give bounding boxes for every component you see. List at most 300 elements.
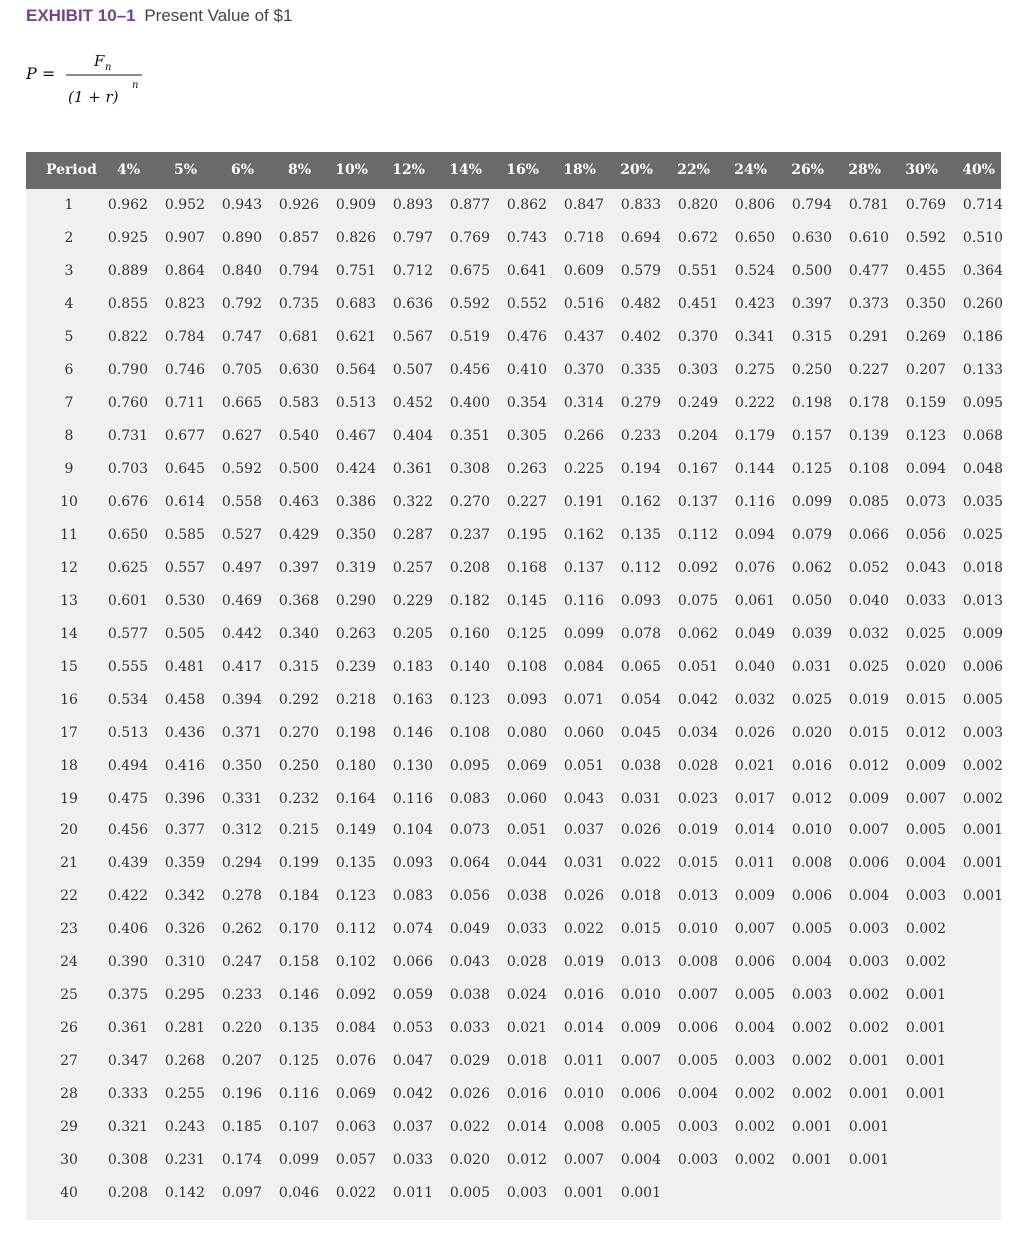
- header-rate: 16%: [506, 162, 539, 178]
- value-cell: 0.010: [677, 921, 718, 937]
- value-cell: 0.006: [677, 1020, 718, 1036]
- value-cell: 0.011: [392, 1185, 433, 1201]
- header-rate: 4%: [116, 162, 140, 178]
- value-cell: 0.059: [392, 987, 433, 1003]
- value-cell: 0.417: [221, 659, 262, 675]
- value-cell: 0.028: [506, 954, 547, 970]
- value-cell: 0.004: [848, 888, 889, 904]
- value-cell: 0.140: [449, 659, 490, 675]
- value-cell: 0.001: [905, 987, 946, 1003]
- value-cell: 0.004: [791, 954, 832, 970]
- value-cell: 0.321: [107, 1119, 148, 1135]
- value-cell: 0.534: [107, 692, 148, 708]
- period-cell: 7: [64, 395, 74, 411]
- value-cell: 0.847: [563, 197, 604, 213]
- value-cell: 0.003: [848, 954, 889, 970]
- period-cell: 18: [60, 758, 78, 774]
- value-cell: 0.291: [848, 329, 889, 345]
- value-cell: 0.751: [335, 263, 376, 279]
- value-cell: 0.505: [164, 626, 205, 642]
- value-cell: 0.137: [563, 560, 604, 576]
- value-cell: 0.406: [107, 921, 148, 937]
- value-cell: 0.361: [392, 461, 433, 477]
- value-cell: 0.074: [392, 921, 433, 937]
- value-cell: 0.001: [848, 1086, 889, 1102]
- value-cell: 0.540: [278, 428, 319, 444]
- value-cell: 0.308: [449, 461, 490, 477]
- value-cell: 0.237: [449, 527, 490, 543]
- value-cell: 0.146: [392, 725, 433, 741]
- formula-denominator: (1 + r): [68, 88, 119, 106]
- value-cell: 0.179: [734, 428, 775, 444]
- value-cell: 0.207: [221, 1053, 262, 1069]
- value-cell: 0.080: [506, 725, 547, 741]
- value-cell: 0.116: [734, 494, 775, 510]
- value-cell: 0.108: [506, 659, 547, 675]
- value-cell: 0.157: [791, 428, 832, 444]
- value-cell: 0.178: [848, 395, 889, 411]
- value-cell: 0.005: [962, 692, 1003, 708]
- value-cell: 0.002: [962, 758, 1003, 774]
- value-cell: 0.552: [506, 296, 547, 312]
- value-cell: 0.010: [620, 987, 661, 1003]
- value-cell: 0.142: [164, 1185, 205, 1201]
- value-cell: 0.144: [734, 461, 775, 477]
- value-cell: 0.139: [848, 428, 889, 444]
- value-cell: 0.083: [392, 888, 433, 904]
- value-cell: 0.149: [335, 822, 376, 838]
- value-cell: 0.002: [791, 1053, 832, 1069]
- value-cell: 0.820: [677, 197, 718, 213]
- value-cell: 0.012: [848, 758, 889, 774]
- value-cell: 0.025: [791, 692, 832, 708]
- value-cell: 0.456: [449, 362, 490, 378]
- value-cell: 0.005: [620, 1119, 661, 1135]
- value-cell: 0.043: [905, 560, 946, 576]
- value-cell: 0.003: [905, 888, 946, 904]
- value-cell: 0.397: [278, 560, 319, 576]
- value-cell: 0.281: [164, 1020, 205, 1036]
- value-cell: 0.158: [278, 954, 319, 970]
- value-cell: 0.049: [734, 626, 775, 642]
- value-cell: 0.781: [848, 197, 889, 213]
- value-cell: 0.060: [506, 791, 547, 807]
- value-cell: 0.394: [221, 692, 262, 708]
- value-cell: 0.163: [392, 692, 433, 708]
- value-cell: 0.577: [107, 626, 148, 642]
- value-cell: 0.650: [734, 230, 775, 246]
- value-cell: 0.907: [164, 230, 205, 246]
- header-rate: 12%: [392, 162, 425, 178]
- value-cell: 0.063: [335, 1119, 376, 1135]
- value-cell: 0.452: [392, 395, 433, 411]
- value-cell: 0.017: [734, 791, 775, 807]
- value-cell: 0.270: [449, 494, 490, 510]
- value-cell: 0.022: [335, 1185, 376, 1201]
- value-cell: 0.583: [278, 395, 319, 411]
- value-cell: 0.263: [506, 461, 547, 477]
- value-cell: 0.681: [278, 329, 319, 345]
- value-cell: 0.262: [221, 921, 262, 937]
- value-cell: 0.006: [791, 888, 832, 904]
- value-cell: 0.481: [164, 659, 205, 675]
- header-rate: 8%: [287, 162, 311, 178]
- value-cell: 0.712: [392, 263, 433, 279]
- period-cell: 28: [60, 1086, 78, 1102]
- value-cell: 0.084: [335, 1020, 376, 1036]
- value-cell: 0.018: [620, 888, 661, 904]
- value-cell: 0.476: [506, 329, 547, 345]
- value-cell: 0.243: [164, 1119, 205, 1135]
- value-cell: 0.001: [905, 1053, 946, 1069]
- value-cell: 0.516: [563, 296, 604, 312]
- value-cell: 0.003: [677, 1152, 718, 1168]
- value-cell: 0.001: [905, 1020, 946, 1036]
- present-value-formula: [26, 52, 166, 122]
- period-cell: 29: [60, 1119, 78, 1135]
- value-cell: 0.198: [791, 395, 832, 411]
- value-cell: 0.609: [563, 263, 604, 279]
- header-rate: 5%: [173, 162, 197, 178]
- value-cell: 0.043: [563, 791, 604, 807]
- value-cell: 0.198: [335, 725, 376, 741]
- value-cell: 0.422: [107, 888, 148, 904]
- value-cell: 0.013: [677, 888, 718, 904]
- value-cell: 0.429: [278, 527, 319, 543]
- value-cell: 0.250: [278, 758, 319, 774]
- value-cell: 0.227: [848, 362, 889, 378]
- value-cell: 0.233: [221, 987, 262, 1003]
- value-cell: 0.672: [677, 230, 718, 246]
- value-cell: 0.001: [905, 1086, 946, 1102]
- value-cell: 0.013: [620, 954, 661, 970]
- value-cell: 0.061: [734, 593, 775, 609]
- value-cell: 0.068: [962, 428, 1003, 444]
- value-cell: 0.390: [107, 954, 148, 970]
- value-cell: 0.683: [335, 296, 376, 312]
- value-cell: 0.135: [335, 855, 376, 871]
- period-cell: 24: [60, 954, 78, 970]
- value-cell: 0.162: [563, 527, 604, 543]
- value-cell: 0.022: [449, 1119, 490, 1135]
- value-cell: 0.225: [563, 461, 604, 477]
- value-cell: 0.312: [221, 822, 262, 838]
- value-cell: 0.037: [392, 1119, 433, 1135]
- value-cell: 0.031: [620, 791, 661, 807]
- value-cell: 0.347: [107, 1053, 148, 1069]
- value-cell: 0.451: [677, 296, 718, 312]
- value-cell: 0.026: [449, 1086, 490, 1102]
- value-cell: 0.170: [278, 921, 319, 937]
- value-cell: 0.579: [620, 263, 661, 279]
- value-cell: 0.007: [848, 822, 889, 838]
- value-cell: 0.601: [107, 593, 148, 609]
- value-cell: 0.045: [620, 725, 661, 741]
- period-cell: 6: [64, 362, 74, 378]
- value-cell: 0.184: [278, 888, 319, 904]
- value-cell: 0.877: [449, 197, 490, 213]
- value-cell: 0.053: [392, 1020, 433, 1036]
- period-cell: 5: [64, 329, 74, 345]
- value-cell: 0.003: [677, 1119, 718, 1135]
- value-cell: 0.627: [221, 428, 262, 444]
- value-cell: 0.769: [905, 197, 946, 213]
- value-cell: 0.085: [848, 494, 889, 510]
- value-cell: 0.402: [620, 329, 661, 345]
- value-cell: 0.019: [677, 822, 718, 838]
- value-cell: 0.260: [962, 296, 1003, 312]
- value-cell: 0.182: [449, 593, 490, 609]
- value-cell: 0.350: [335, 527, 376, 543]
- value-cell: 0.028: [677, 758, 718, 774]
- value-cell: 0.500: [278, 461, 319, 477]
- value-cell: 0.482: [620, 296, 661, 312]
- value-cell: 0.437: [563, 329, 604, 345]
- value-cell: 0.001: [791, 1152, 832, 1168]
- value-cell: 0.005: [449, 1185, 490, 1201]
- value-cell: 0.052: [848, 560, 889, 576]
- period-cell: 15: [60, 659, 78, 675]
- value-cell: 0.001: [962, 822, 1003, 838]
- value-cell: 0.005: [905, 822, 946, 838]
- value-cell: 0.375: [107, 987, 148, 1003]
- header-rate: 40%: [962, 162, 995, 178]
- value-cell: 0.007: [905, 791, 946, 807]
- value-cell: 0.093: [620, 593, 661, 609]
- value-cell: 0.823: [164, 296, 205, 312]
- value-cell: 0.007: [563, 1152, 604, 1168]
- value-cell: 0.022: [563, 921, 604, 937]
- value-cell: 0.400: [449, 395, 490, 411]
- value-cell: 0.112: [620, 560, 661, 576]
- value-cell: 0.319: [335, 560, 376, 576]
- value-cell: 0.069: [506, 758, 547, 774]
- value-cell: 0.026: [620, 822, 661, 838]
- value-cell: 0.032: [848, 626, 889, 642]
- value-cell: 0.926: [278, 197, 319, 213]
- value-cell: 0.001: [848, 1053, 889, 1069]
- value-cell: 0.005: [734, 987, 775, 1003]
- value-cell: 0.021: [734, 758, 775, 774]
- value-cell: 0.064: [449, 855, 490, 871]
- value-cell: 0.002: [734, 1086, 775, 1102]
- value-cell: 0.071: [563, 692, 604, 708]
- value-cell: 0.797: [392, 230, 433, 246]
- value-cell: 0.342: [164, 888, 205, 904]
- value-cell: 0.002: [848, 1020, 889, 1036]
- value-cell: 0.094: [734, 527, 775, 543]
- value-cell: 0.099: [563, 626, 604, 642]
- value-cell: 0.220: [221, 1020, 262, 1036]
- period-cell: 30: [60, 1152, 78, 1168]
- value-cell: 0.232: [278, 791, 319, 807]
- period-cell: 16: [60, 692, 78, 708]
- value-cell: 0.186: [962, 329, 1003, 345]
- value-cell: 0.790: [107, 362, 148, 378]
- value-cell: 0.397: [791, 296, 832, 312]
- period-cell: 21: [60, 855, 78, 871]
- value-cell: 0.006: [734, 954, 775, 970]
- value-cell: 0.229: [392, 593, 433, 609]
- value-cell: 0.475: [107, 791, 148, 807]
- value-cell: 0.458: [164, 692, 205, 708]
- value-cell: 0.208: [107, 1185, 148, 1201]
- header-rate: 20%: [620, 162, 653, 178]
- value-cell: 0.527: [221, 527, 262, 543]
- period-cell: 3: [64, 263, 74, 279]
- value-cell: 0.513: [335, 395, 376, 411]
- value-cell: 0.439: [107, 855, 148, 871]
- value-cell: 0.102: [335, 954, 376, 970]
- value-cell: 0.020: [449, 1152, 490, 1168]
- period-cell: 26: [60, 1020, 78, 1036]
- period-cell: 22: [60, 888, 78, 904]
- formula-exponent: n: [132, 80, 139, 91]
- value-cell: 0.004: [620, 1152, 661, 1168]
- value-cell: 0.066: [848, 527, 889, 543]
- value-cell: 0.002: [734, 1152, 775, 1168]
- value-cell: 0.592: [221, 461, 262, 477]
- value-cell: 0.199: [278, 855, 319, 871]
- value-cell: 0.108: [449, 725, 490, 741]
- value-cell: 0.016: [563, 987, 604, 1003]
- period-cell: 8: [64, 428, 74, 444]
- value-cell: 0.456: [107, 822, 148, 838]
- value-cell: 0.001: [848, 1119, 889, 1135]
- value-cell: 0.043: [449, 954, 490, 970]
- value-cell: 0.714: [962, 197, 1003, 213]
- value-cell: 0.205: [392, 626, 433, 642]
- value-cell: 0.469: [221, 593, 262, 609]
- value-cell: 0.423: [734, 296, 775, 312]
- value-cell: 0.116: [563, 593, 604, 609]
- value-cell: 0.018: [506, 1053, 547, 1069]
- value-cell: 0.040: [848, 593, 889, 609]
- value-cell: 0.008: [677, 954, 718, 970]
- value-cell: 0.009: [620, 1020, 661, 1036]
- value-cell: 0.034: [677, 725, 718, 741]
- value-cell: 0.676: [107, 494, 148, 510]
- value-cell: 0.315: [278, 659, 319, 675]
- value-cell: 0.079: [791, 527, 832, 543]
- value-cell: 0.386: [335, 494, 376, 510]
- value-cell: 0.341: [734, 329, 775, 345]
- value-cell: 0.925: [107, 230, 148, 246]
- value-cell: 0.032: [734, 692, 775, 708]
- value-cell: 0.335: [620, 362, 661, 378]
- value-cell: 0.035: [962, 494, 1003, 510]
- value-cell: 0.677: [164, 428, 205, 444]
- value-cell: 0.361: [107, 1020, 148, 1036]
- value-cell: 0.022: [620, 855, 661, 871]
- value-cell: 0.042: [392, 1086, 433, 1102]
- period-cell: 13: [60, 593, 78, 609]
- header-rate: 24%: [734, 162, 767, 178]
- period-cell: 20: [60, 822, 78, 838]
- value-cell: 0.001: [620, 1185, 661, 1201]
- value-cell: 0.015: [848, 725, 889, 741]
- value-cell: 0.009: [962, 626, 1003, 642]
- value-cell: 0.001: [848, 1152, 889, 1168]
- value-cell: 0.322: [392, 494, 433, 510]
- value-cell: 0.665: [221, 395, 262, 411]
- value-cell: 0.004: [905, 855, 946, 871]
- value-cell: 0.004: [734, 1020, 775, 1036]
- value-cell: 0.354: [506, 395, 547, 411]
- value-cell: 0.614: [164, 494, 205, 510]
- value-cell: 0.116: [392, 791, 433, 807]
- value-cell: 0.159: [905, 395, 946, 411]
- value-cell: 0.008: [791, 855, 832, 871]
- value-cell: 0.519: [449, 329, 490, 345]
- value-cell: 0.625: [107, 560, 148, 576]
- value-cell: 0.125: [278, 1053, 319, 1069]
- value-cell: 0.133: [962, 362, 1003, 378]
- value-cell: 0.477: [848, 263, 889, 279]
- value-cell: 0.003: [848, 921, 889, 937]
- value-cell: 0.051: [506, 822, 547, 838]
- value-cell: 0.093: [392, 855, 433, 871]
- value-cell: 0.002: [905, 921, 946, 937]
- formula-lhs: P =: [26, 64, 56, 83]
- value-cell: 0.250: [791, 362, 832, 378]
- value-cell: 0.031: [563, 855, 604, 871]
- value-cell: 0.840: [221, 263, 262, 279]
- value-cell: 0.315: [791, 329, 832, 345]
- value-cell: 0.015: [677, 855, 718, 871]
- value-cell: 0.278: [221, 888, 262, 904]
- value-cell: 0.270: [278, 725, 319, 741]
- value-cell: 0.038: [449, 987, 490, 1003]
- value-cell: 0.009: [848, 791, 889, 807]
- value-cell: 0.530: [164, 593, 205, 609]
- value-cell: 0.826: [335, 230, 376, 246]
- value-cell: 0.359: [164, 855, 205, 871]
- value-cell: 0.231: [164, 1152, 205, 1168]
- value-cell: 0.146: [278, 987, 319, 1003]
- period-cell: 14: [60, 626, 78, 642]
- value-cell: 0.196: [221, 1086, 262, 1102]
- header-rate: 18%: [563, 162, 596, 178]
- value-cell: 0.040: [734, 659, 775, 675]
- value-cell: 0.215: [278, 822, 319, 838]
- value-cell: 0.104: [392, 822, 433, 838]
- value-cell: 0.207: [905, 362, 946, 378]
- value-cell: 0.436: [164, 725, 205, 741]
- value-cell: 0.005: [791, 921, 832, 937]
- period-cell: 17: [60, 725, 78, 741]
- value-cell: 0.962: [107, 197, 148, 213]
- value-cell: 0.145: [506, 593, 547, 609]
- value-cell: 0.621: [335, 329, 376, 345]
- value-cell: 0.026: [563, 888, 604, 904]
- value-cell: 0.784: [164, 329, 205, 345]
- value-cell: 0.268: [164, 1053, 205, 1069]
- value-cell: 0.890: [221, 230, 262, 246]
- value-cell: 0.125: [791, 461, 832, 477]
- value-cell: 0.003: [506, 1185, 547, 1201]
- value-cell: 0.694: [620, 230, 661, 246]
- value-cell: 0.510: [962, 230, 1003, 246]
- value-cell: 0.037: [563, 822, 604, 838]
- value-cell: 0.033: [392, 1152, 433, 1168]
- value-cell: 0.003: [734, 1053, 775, 1069]
- value-cell: 0.507: [392, 362, 433, 378]
- value-cell: 0.555: [107, 659, 148, 675]
- value-cell: 0.006: [620, 1086, 661, 1102]
- value-cell: 0.743: [506, 230, 547, 246]
- value-cell: 0.004: [677, 1086, 718, 1102]
